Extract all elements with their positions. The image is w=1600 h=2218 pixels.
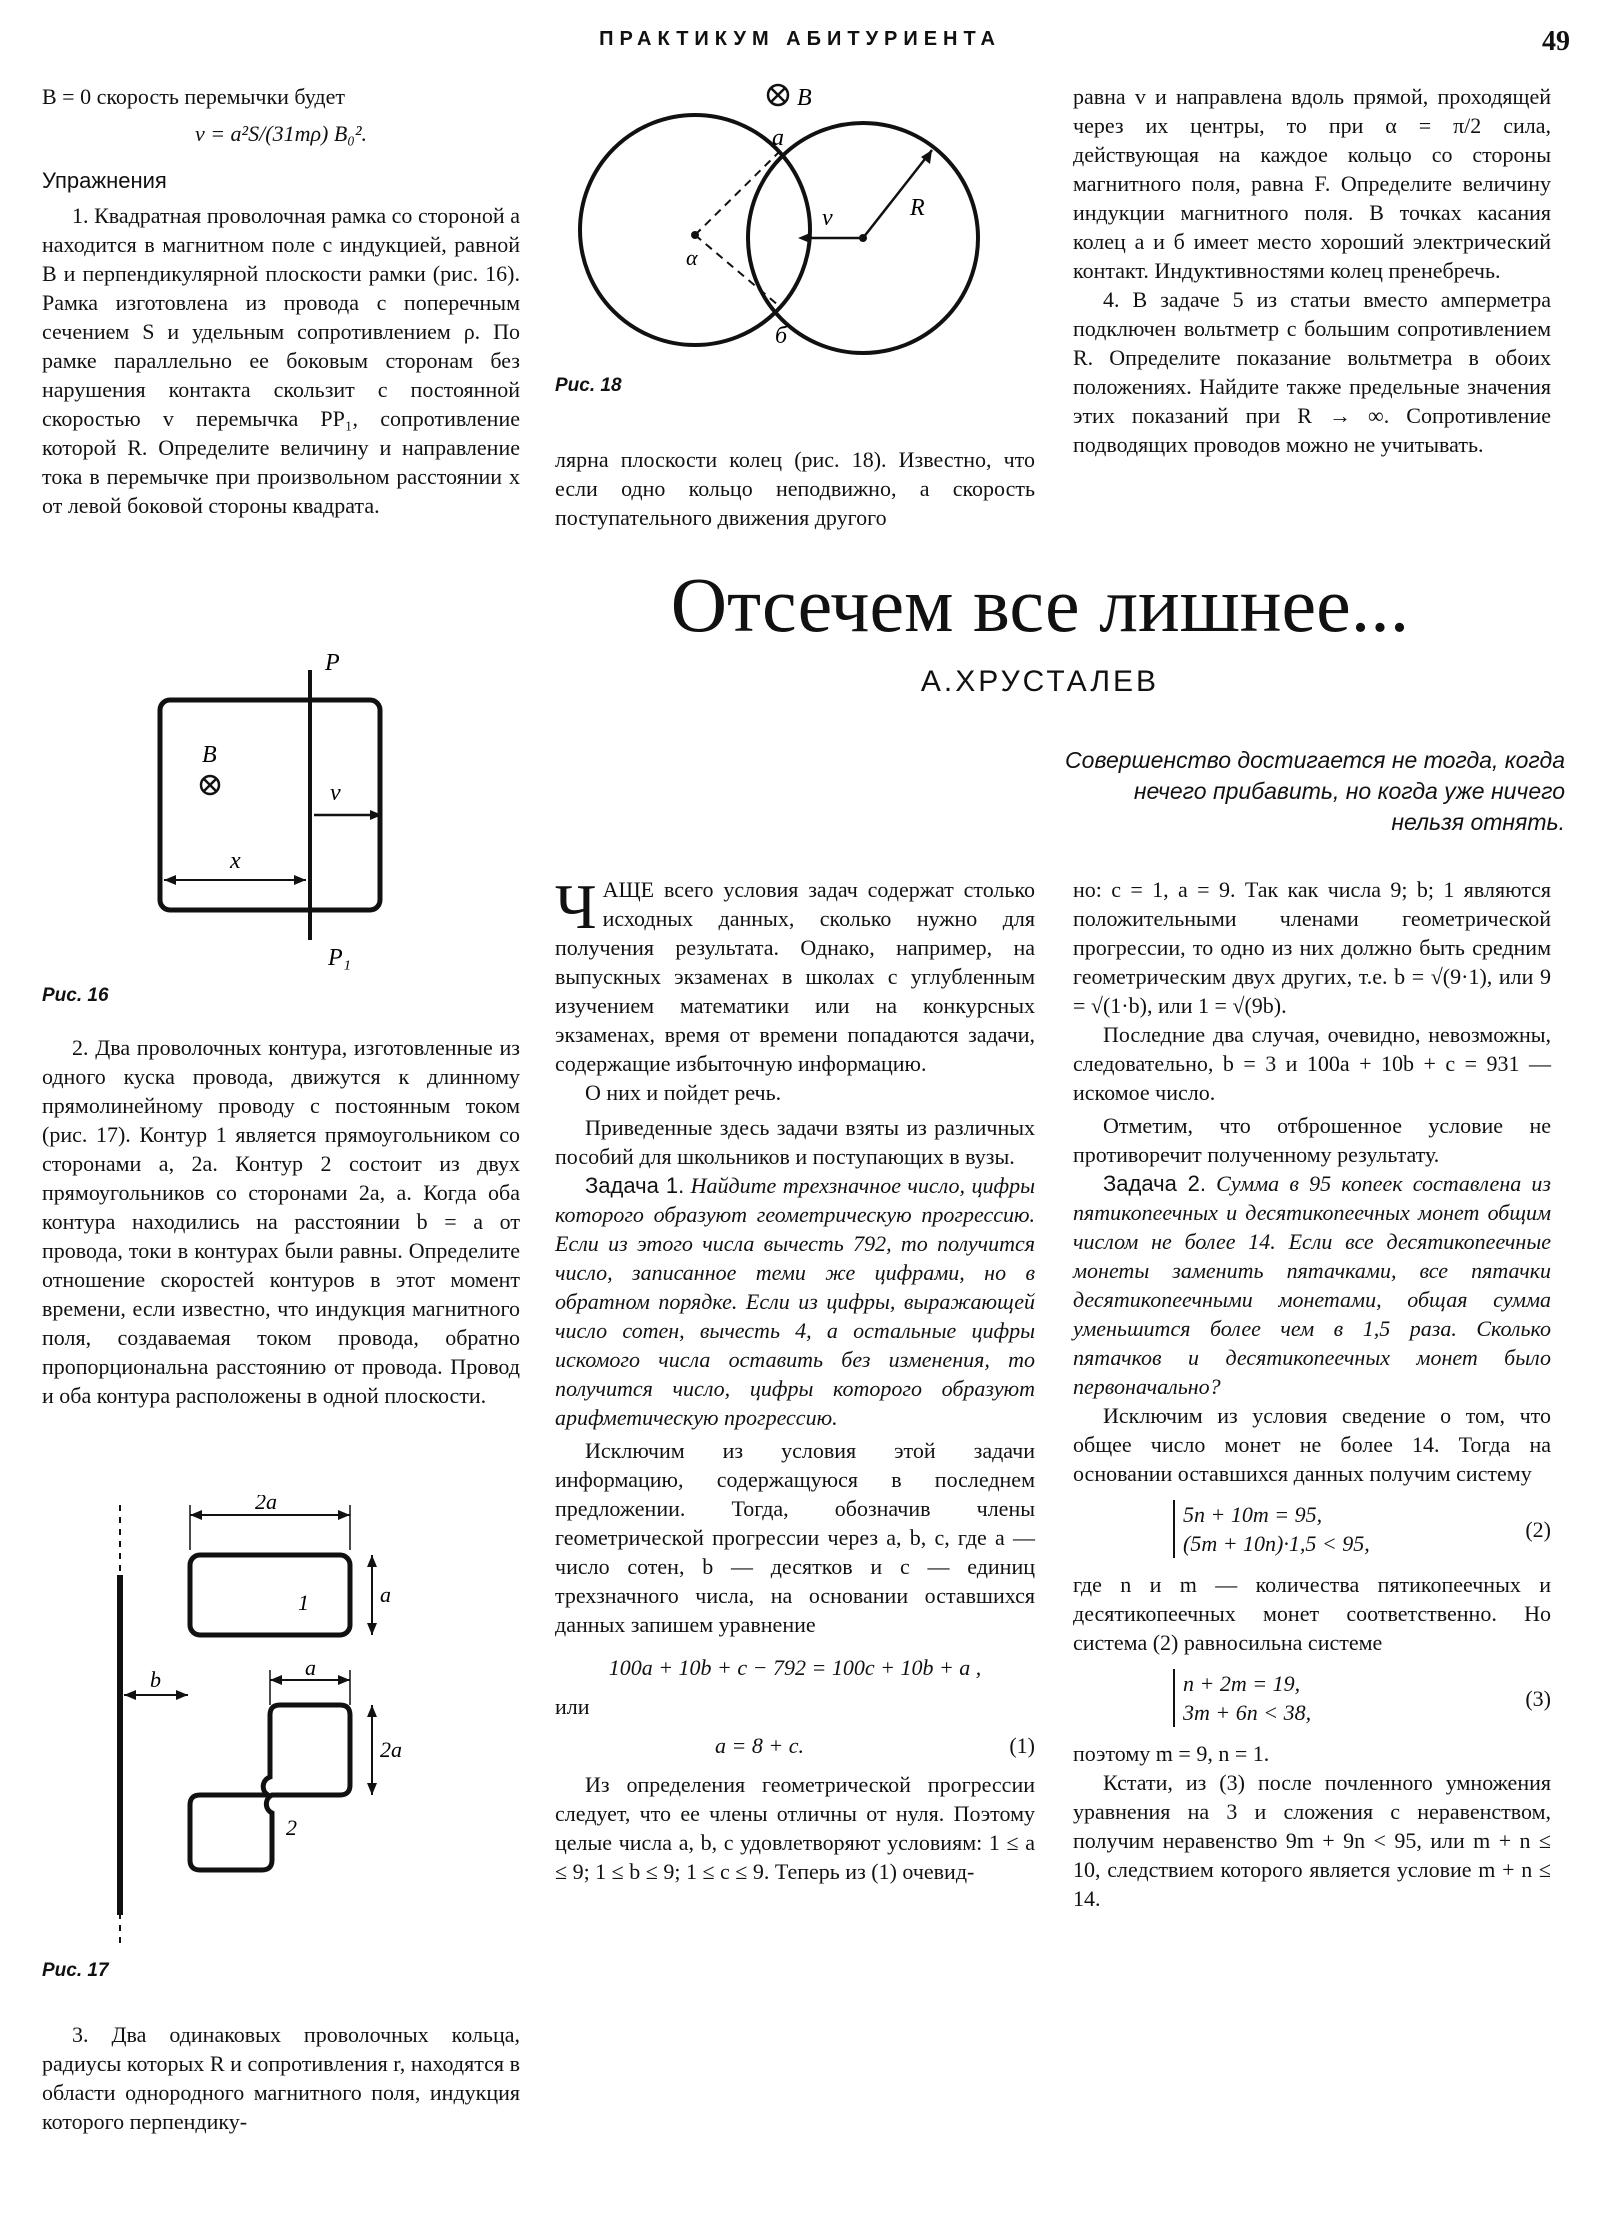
paragraph-1: АЩЕ всего условия задач содержат столько исходных данных, сколько нужно для получения результата. Однако, например, на выпускных экзаменах в школах с углубленным изучением математики или на конкурсных экзаменах, время от времени попадаются задачи, содержащие избыточную информацию. bbox=[555, 877, 1035, 1076]
exercise-4: 4. В задаче 5 из статьи вместо амперметра подключен вольтметр с большим сопротивлением R. Определите показание вольтметра в обоих положениях. Найдите также предельные значения этих показаний при R → ∞. Сопротивление подводящих проводов можно не учитывать. bbox=[1073, 287, 1551, 457]
paragraph-2: О них и пойдет речь. bbox=[585, 1080, 782, 1105]
paragraph-9: Исключим из условия сведение о том, что общее число монет не более 14. Тогда на основании оставшихся данных получим систему bbox=[1073, 1403, 1551, 1486]
label-b: b bbox=[150, 1667, 161, 1692]
system-3-number: (3) bbox=[1525, 1685, 1551, 1711]
label-contour-2: 2 bbox=[286, 1815, 297, 1840]
left-column bbox=[42, 82, 520, 520]
task-1-text: Найдите трехзначное число, цифры которого образуют геометрическую прогрессию. Если из этого числа вычесть 792, то получится число, записанное теми же цифрами, но в обратном порядке. Если из цифры, выражающей число сотен, вычесть 4, а остальные цифры искомого числа оставить без изменения, то получится число, цифры которого образуют арифметическую прогрессию. bbox=[555, 1173, 1035, 1430]
article-author: А.ХРУСТАЛЕВ bbox=[920, 665, 1160, 698]
equation-main: 100a + 10b + c − 792 = 100c + 10b + a , bbox=[608, 1655, 982, 1680]
contour-1 bbox=[190, 1555, 350, 1635]
paragraph-11: поэтому m = 9, n = 1. bbox=[1073, 1741, 1270, 1766]
paragraph-10: где n и m — количества пятикопеечных и десятикопеечных монет соответственно. Но система (2) равносильна системе bbox=[1073, 1572, 1551, 1655]
paragraph-4: Исключим из условия этой задачи информацию, содержащуюся в последнем предложении. Тогда, обозначив члены геометрической прогрессии через a, b, c, где a — число сотен, b — десятков и c — единиц трехзначного числа, на основании оставшихся данных запишем уравнение bbox=[555, 1438, 1035, 1637]
label-P: P bbox=[325, 650, 340, 676]
exercise-1: 1. Квадратная проволочная рамка со стороной a находится в магнитном поле с индукцией, равной B и перпендикулярной плоскости рамки (рис. 16). Рамка изготовлена из провода с поперечным сечением S и удельным сопротивлением ρ. По рамке параллельно ее боковым сторонам без нарушения контакта скользит с постоянной скоростью v перемычка PP₁, сопротивление которой R. Определите величину и направление тока в перемычке при произвольном расстоянии x от левой боковой стороны квадрата. bbox=[42, 203, 520, 518]
figure-16 bbox=[130, 650, 410, 970]
label-b: б bbox=[775, 323, 788, 349]
left-column-ex3 bbox=[42, 2020, 520, 2136]
task-2-text: Сумма в 95 копеек составлена из пятикопеечных и десятикопеечных монет общим числом не более 14. Если все десятикопеечные монеты заменить пятачками, все пятачки десятикопеечными монетами, общая сумма уменьшится более чем в 1,5 раза. Сколько пятачков и десятикопеечных монет было первоначально? bbox=[1073, 1171, 1552, 1399]
article-column-2 bbox=[1073, 875, 1551, 1913]
paragraph-5: Из определения геометрической прогрессии следует, что ее члены отличны от нуля. Поэтому целые числа a, b, c удовлетворяют условиям: 1 ≤ a ≤ 9; 1 ≤ b ≤ 9; 1 ≤ c ≤ 9. Теперь из (1) очевид- bbox=[555, 1772, 1035, 1884]
figure-18-caption: Рис. 18 bbox=[555, 375, 622, 396]
contour-2 bbox=[190, 1705, 350, 1870]
radius-arrow bbox=[863, 150, 932, 238]
running-header: ПРАКТИКУМ АБИТУРИЕНТА bbox=[599, 28, 1001, 50]
label-P1: P₁ bbox=[328, 945, 352, 970]
label-2a-top: 2a bbox=[255, 1495, 277, 1514]
word-or: или bbox=[555, 1694, 590, 1719]
page-number: 49 bbox=[1542, 26, 1570, 57]
task-2-label: Задача 2. bbox=[1103, 1171, 1206, 1196]
velocity-formula: v = a²S/(31mρ) B₀². bbox=[194, 121, 368, 146]
paragraph-3: Приведенные здесь задачи взяты из различных пособий для школьников и поступающих в вузы. bbox=[555, 1115, 1035, 1169]
figure-16-caption: Рис. 16 bbox=[42, 985, 109, 1006]
equation-1-number: (1) bbox=[1009, 1733, 1035, 1758]
paragraph-7: Последние два случая, очевидно, невозможны, следовательно, b = 3 и 100a + 10b + c = 931 — искомое число. bbox=[1073, 1022, 1551, 1105]
system-3-line-2: 3m + 6n < 38, bbox=[1183, 1700, 1312, 1725]
intro-text: B = 0 скорость перемычки будет bbox=[42, 84, 345, 109]
label-v: v bbox=[822, 205, 833, 231]
paragraph-12: Кстати, из (3) после почленного умножения уравнения на 3 и сложения с неравенством, получим неравенство 9m + 9n < 95, или m + n ≤ 10, следствием которого является условие m + n ≤ 14. bbox=[1073, 1770, 1551, 1911]
right-top-column bbox=[1073, 82, 1551, 459]
figure-17-caption: Рис. 17 bbox=[42, 1960, 109, 1981]
equation-1-body: a = 8 + c. bbox=[715, 1733, 804, 1758]
label-contour-1: 1 bbox=[298, 1590, 309, 1615]
figure-18 bbox=[560, 75, 1020, 375]
label-a-side: a bbox=[380, 1582, 391, 1607]
label-x: x bbox=[230, 848, 241, 874]
label-alpha: α bbox=[686, 245, 698, 270]
exercises-heading: Упражнения bbox=[42, 168, 167, 193]
figure-17 bbox=[100, 1495, 440, 1955]
exercise-3: 3. Два одинаковых проволочных кольца, радиусы которых R и сопротивления r, находятся в области однородного магнитного поля, индукция которого перпендику- bbox=[42, 2022, 520, 2134]
paragraph-8: Отметим, что отброшенное условие не противоречит полученному результату. bbox=[1073, 1113, 1551, 1167]
system-3-line-1: n + 2m = 19, bbox=[1183, 1671, 1301, 1696]
paragraph-6: но: c = 1, a = 9. Так как числа 9; b; 1 являются положительными членами геометрической прогрессии, то одно из них должно быть средним геометрическим двух других, т.е. b = √(9·1), или 9 = √(1·b), или 1 = √(9b). bbox=[1073, 877, 1551, 1018]
label-B: B bbox=[202, 742, 217, 768]
system-2-line-2: (5m + 10n)·1,5 < 95, bbox=[1183, 1531, 1370, 1556]
label-2a-side: 2a bbox=[380, 1737, 402, 1762]
system-2 bbox=[1073, 1500, 1551, 1558]
label-v: v bbox=[330, 780, 341, 806]
equation-1 bbox=[555, 1731, 1035, 1760]
left-column-ex2 bbox=[42, 1033, 520, 1410]
system-2-number: (2) bbox=[1525, 1516, 1551, 1542]
article-column-1 bbox=[555, 871, 1035, 1886]
label-a: a bbox=[772, 125, 784, 151]
system-2-line-1: 5n + 10m = 95, bbox=[1183, 1502, 1323, 1527]
square-frame bbox=[160, 700, 380, 910]
label-R: R bbox=[910, 195, 925, 221]
label-B: B bbox=[797, 85, 812, 111]
task-1-label: Задача 1. bbox=[585, 1173, 685, 1198]
drop-cap: Ч bbox=[555, 871, 597, 942]
label-a-top: a bbox=[305, 1655, 316, 1680]
middle-top-column bbox=[555, 445, 1035, 532]
ex3-end: равна v и направлена вдоль прямой, проходящей через их центры, то при α = π/2 сила, действующая на каждое кольцо со стороны магнитного поля, равна F. Определите величину индукции магнитного поля. В точках касания колец a и б имеет место хороший электрический контакт. Индуктивностями колец пренебречь. bbox=[1073, 84, 1551, 283]
article-title: Отсечем все лишнее... bbox=[670, 561, 1410, 648]
epigraph: Совершенство достигается не тогда, когда нечего прибавить, но когда уже ничего нельзя отнять. bbox=[1065, 747, 1565, 835]
system-3 bbox=[1073, 1669, 1551, 1727]
exercise-2: 2. Два проволочных контура, изготовленные из одного куска провода, движутся к длинному прямолинейному проводу с постоянным током (рис. 17). Контур 1 является прямоугольником со сторонами a, 2a. Контур 2 состоит из двух прямоугольников со сторонами 2a, a. Когда оба контура находились на расстоянии b = a от провода, токи в контурах были равны. Определите отношение скоростей контуров в этот момент времени, если известно, что индукция магнитного поля, создаваемая током провода, обратно пропорциональна расстоянию от провода. Провод и оба контура расположены в одной плоскости. bbox=[42, 1035, 520, 1408]
ex3-continuation: лярна плоскости колец (рис. 18). Известно, что если одно кольцо неподвижно, а скорость поступательного движения другого bbox=[555, 447, 1035, 530]
